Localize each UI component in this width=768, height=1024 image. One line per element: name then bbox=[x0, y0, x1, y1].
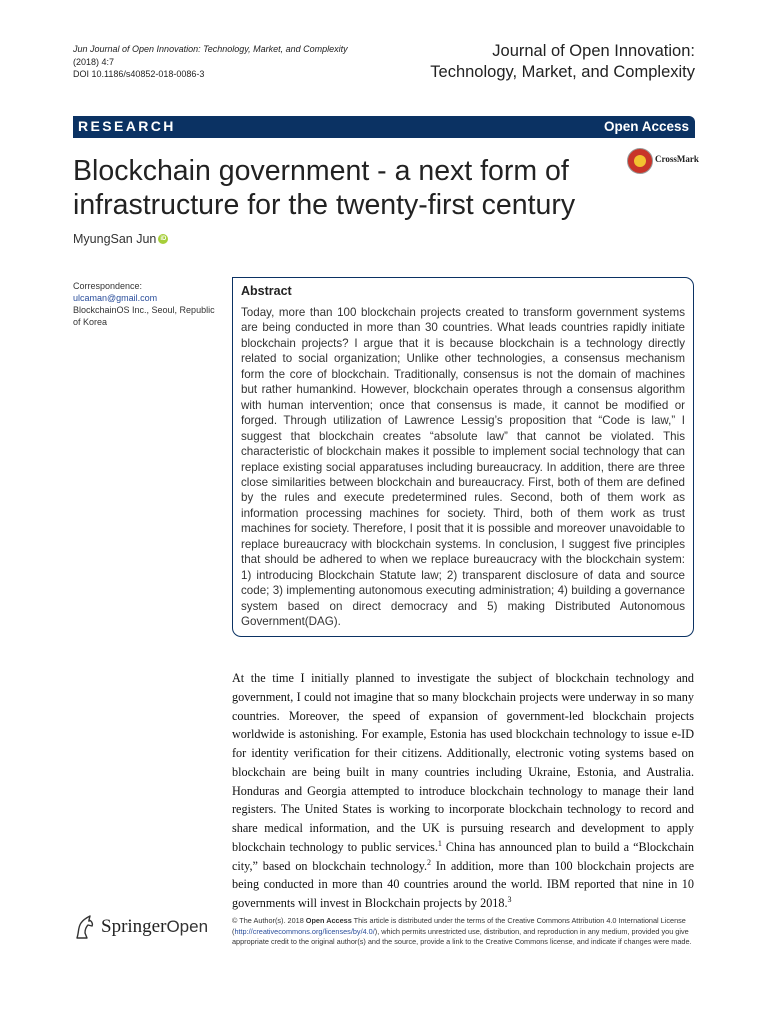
body-text-2: China has announced plan to build a “Blockchain city,” based on blockchain technology. bbox=[232, 839, 694, 873]
license-text bbox=[232, 916, 694, 948]
publisher-logo bbox=[73, 914, 208, 940]
crossmark-badge[interactable] bbox=[627, 147, 707, 177]
license-prefix: © The Author(s). 2018 bbox=[232, 916, 306, 925]
license-text-2: ), which permits unrestricted use, distribution, and reproduction in any medium, provided you give appropriate credit to the original author(s) and the source, provide a link to the Creative Commons license, and indicate if changes were made. bbox=[232, 926, 692, 946]
license-open-access: Open Access bbox=[305, 916, 352, 925]
correspondence-block bbox=[73, 280, 218, 328]
publisher-suffix: Open bbox=[166, 917, 209, 936]
abstract-box bbox=[232, 277, 694, 637]
footnote-ref-3[interactable]: 3 bbox=[507, 894, 512, 904]
author-name[interactable]: MyungSan Jun bbox=[73, 232, 157, 246]
license-url[interactable]: http://creativecommons.org/licenses/by/4.0/ bbox=[234, 926, 375, 936]
section-bar bbox=[73, 116, 695, 138]
citation-doi[interactable]: DOI 10.1186/s40852-018-0086-3 bbox=[73, 69, 205, 79]
crossmark-label: CrossMark bbox=[655, 154, 699, 164]
section-label: RESEARCH bbox=[78, 118, 176, 134]
correspondence-label: Correspondence: bbox=[73, 281, 143, 291]
license-text-1: This article is distributed under the terms of the Creative Commons Attribution 4.0 International License ( bbox=[232, 916, 686, 936]
citation-volume: (2018) 4:7 bbox=[73, 56, 115, 67]
abstract-heading: Abstract bbox=[241, 284, 292, 298]
abstract-text: Today, more than 100 blockchain projects created to transform government systems are being conducted in more than 30 countries. What leads countries rapidly initiate blockchain projects? I argue that it is because blockchain is a technology directly related to social organization; Unlike other technologies, a consensus mechanism form the core of blockchain. Traditionally, consensus is not the domain of machines but rather humankind. However, blockchain operates through a consensus algorithm with human intervention; once that consensus is made, it cannot be modified or forged. Through utilization of Lawrence Lessig’s proposition that “Code is law,” I suggest that blockchain creates “absolute law” that cannot be violated. This characteristic of blockchain makes it possible to implement social technology that can replace existing social apparatuses including bureaucracy. In addition, there are three close similarities between blockchain and bureaucracy. First, both of them are defined by the rules and execute predetermined rules. Second, both of them work as information processing machines for society. Third, both of them work as trust machines for society. Therefore, I posit that it is possible and moreover unavoidable to replace bureaucracy with blockchain systems. In conclusion, I suggest five principles that should be adhered to when we replace bureaucracy with the blockchain system: 1) introducing Blockchain Statute law; 2) transparent disclosure of data and source code; 3) implementing autonomous executing administration; 4) building a governance system based on direct democracy and 5) making Distributed Autonomous Government(DAG). bbox=[241, 306, 685, 629]
footnote-ref-2[interactable]: 2 bbox=[427, 857, 432, 867]
citation-journal: Jun Journal of Open Innovation: Technology, Market, and Complexity bbox=[73, 44, 348, 54]
springer-horse-icon bbox=[73, 914, 95, 940]
journal-name bbox=[430, 41, 695, 83]
orcid-icon[interactable]: iD bbox=[160, 236, 167, 242]
journal-name-line1: Journal of Open Innovation: bbox=[492, 42, 695, 60]
affiliation: BlockchainOS Inc., Seoul, Republic of Korea bbox=[73, 305, 215, 327]
body-paragraph bbox=[232, 669, 694, 913]
body-text-1: At the time I initially planned to investigate the subject of blockchain technology and government, I could not imagine that so many blockchain projects were underway in so many countries. Moreover, the speed of expansion of government-led blockchain projects worldwide is astonishing. For example, Estonia has used blockchain technology to issue e-ID for identity verification for their citizens. Additionally, electronic voting systems based on blockchain are being built in many countries including Ukraine, Estonia, and Australia. Honduras and Georgia attempted to introduce blockchain technology to manage their land registers. The United States is working to incorporate blockchain technology to record and share medical information, and the UK is pursuing research and development to apply blockchain technology to public services. bbox=[232, 671, 694, 854]
footnote-ref-1[interactable]: 1 bbox=[437, 838, 442, 848]
crossmark-icon bbox=[627, 148, 653, 174]
publisher-main: Springer bbox=[101, 916, 167, 937]
correspondence-email[interactable]: ulcaman@gmail.com bbox=[73, 293, 158, 303]
publisher-name bbox=[101, 916, 208, 938]
body-text-3: In addition, more than 100 blockchain projects are being conducted in more than 40 countries around the world. IBM reported that nine in 10 governments will invest in Blockchain projects by 2018. bbox=[232, 858, 694, 910]
citation-block bbox=[73, 43, 348, 81]
journal-name-line2: Technology, Market, and Complexity bbox=[430, 63, 695, 81]
author-line bbox=[73, 232, 168, 246]
article-title: Blockchain government - a next form of infrastructure for the twenty-first century bbox=[73, 155, 576, 221]
open-access-label: Open Access bbox=[603, 119, 689, 134]
